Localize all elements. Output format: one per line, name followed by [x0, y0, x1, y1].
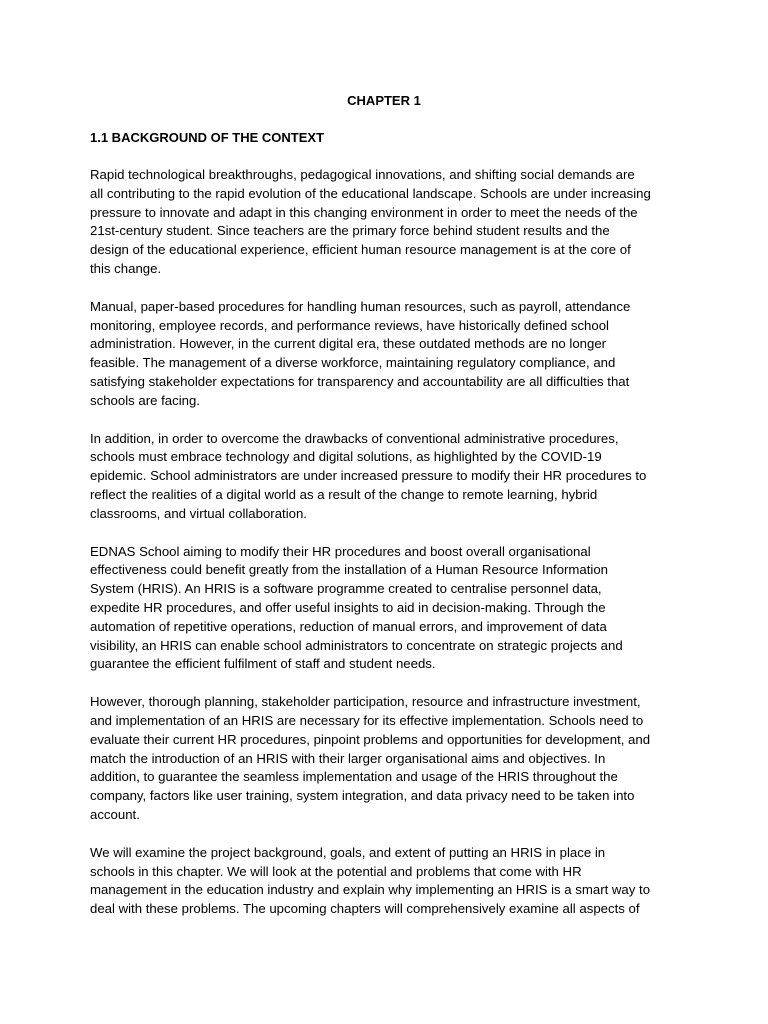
text-line: addition, to guarantee the seamless implementation and usage of the HRIS throughout the: [90, 769, 618, 785]
text-line: In addition, in order to overcome the drawbacks of conventional administrative procedures,: [90, 430, 619, 446]
text-line: schools in this chapter. We will look at the potential and problems that come with HR: [90, 863, 582, 879]
text-line: automation of repetitive operations, reduction of manual errors, and improvement of data: [90, 618, 607, 634]
text-line: guarantee the efficient fulfilment of staff and student needs.: [90, 656, 436, 672]
text-line: account.: [90, 806, 140, 822]
text-line: expedite HR procedures, and offer useful insights to aid in decision-making. Through the: [90, 599, 606, 615]
text-line: design of the educational experience, efficient human resource management is at the core of: [90, 242, 631, 258]
chapter-title: CHAPTER 1: [347, 93, 421, 108]
text-line: epidemic. School administrators are under increased pressure to modify their HR procedures to: [90, 468, 647, 484]
paragraph-4: [90, 543, 680, 675]
text-line: match the introduction of an HRIS with their larger organisational aims and objectives. In: [90, 750, 606, 766]
text-line: effectiveness could benefit greatly from the installation of a Human Resource Information: [90, 562, 609, 578]
text-line: We will examine the project background, goals, and extent of putting an HRIS in place in: [90, 844, 606, 860]
section-heading: 1.1 BACKGROUND OF THE CONTEXT: [90, 130, 325, 145]
text-line: and implementation of an HRIS are necessary for its effective implementation. Schools need to: [90, 712, 644, 728]
text-line: company, factors like user training, system integration, and data privacy need to be taken into: [90, 788, 635, 804]
text-line: 21st-century student. Since teachers are the primary force behind student results and the: [90, 223, 610, 239]
text-line: this change.: [90, 260, 162, 276]
text-line: visibility, an HRIS can enable school administrators to concentrate on strategic projects and: [90, 637, 623, 653]
text-line: System (HRIS). An HRIS is a software programme created to centralise personnel data,: [90, 581, 602, 597]
text-line: evaluate their current HR procedures, pinpoint problems and opportunities for development, and: [90, 731, 651, 747]
text-line: classrooms, and virtual collaboration.: [90, 505, 307, 521]
text-line: satisfying stakeholder expectations for transparency and accountability are all difficulties that: [90, 373, 630, 389]
text-line: deal with these problems. The upcoming chapters will comprehensively examine all aspects of: [90, 901, 640, 917]
paragraph-3: [90, 430, 680, 524]
text-line: Manual, paper-based procedures for handling human resources, such as payroll, attendance: [90, 298, 631, 314]
text-line: pressure to innovate and adapt in this changing environment in order to meet the needs of the: [90, 204, 638, 220]
text-line: feasible. The management of a diverse workforce, maintaining regulatory compliance, and: [90, 355, 616, 371]
text-line: monitoring, employee records, and performance reviews, have historically defined school: [90, 317, 609, 333]
text-line: management in the education industry and explain why implementing an HRIS is a smart way to: [90, 882, 651, 898]
body-text: [90, 166, 680, 938]
text-line: Rapid technological breakthroughs, pedagogical innovations, and shifting social demands are: [90, 167, 635, 182]
paragraph-1: [90, 166, 680, 279]
text-line: reflect the realities of a digital world as a result of the change to remote learning, hybrid: [90, 486, 598, 502]
paragraph-2: [90, 298, 680, 411]
text-line: EDNAS School aiming to modify their HR procedures and boost overall organisational: [90, 543, 591, 559]
text-line: administration. However, in the current digital era, these outdated methods are no longer: [90, 336, 607, 352]
paragraph-5: [90, 693, 680, 825]
text-line: However, thorough planning, stakeholder participation, resource and infrastructure investment,: [90, 694, 641, 710]
text-line: schools must embrace technology and digital solutions, as highlighted by the COVID-19: [90, 449, 602, 465]
paragraph-6: [90, 844, 680, 919]
text-line: schools are facing.: [90, 392, 200, 408]
text-line: all contributing to the rapid evolution of the educational landscape. Schools are under increasing: [90, 185, 651, 201]
